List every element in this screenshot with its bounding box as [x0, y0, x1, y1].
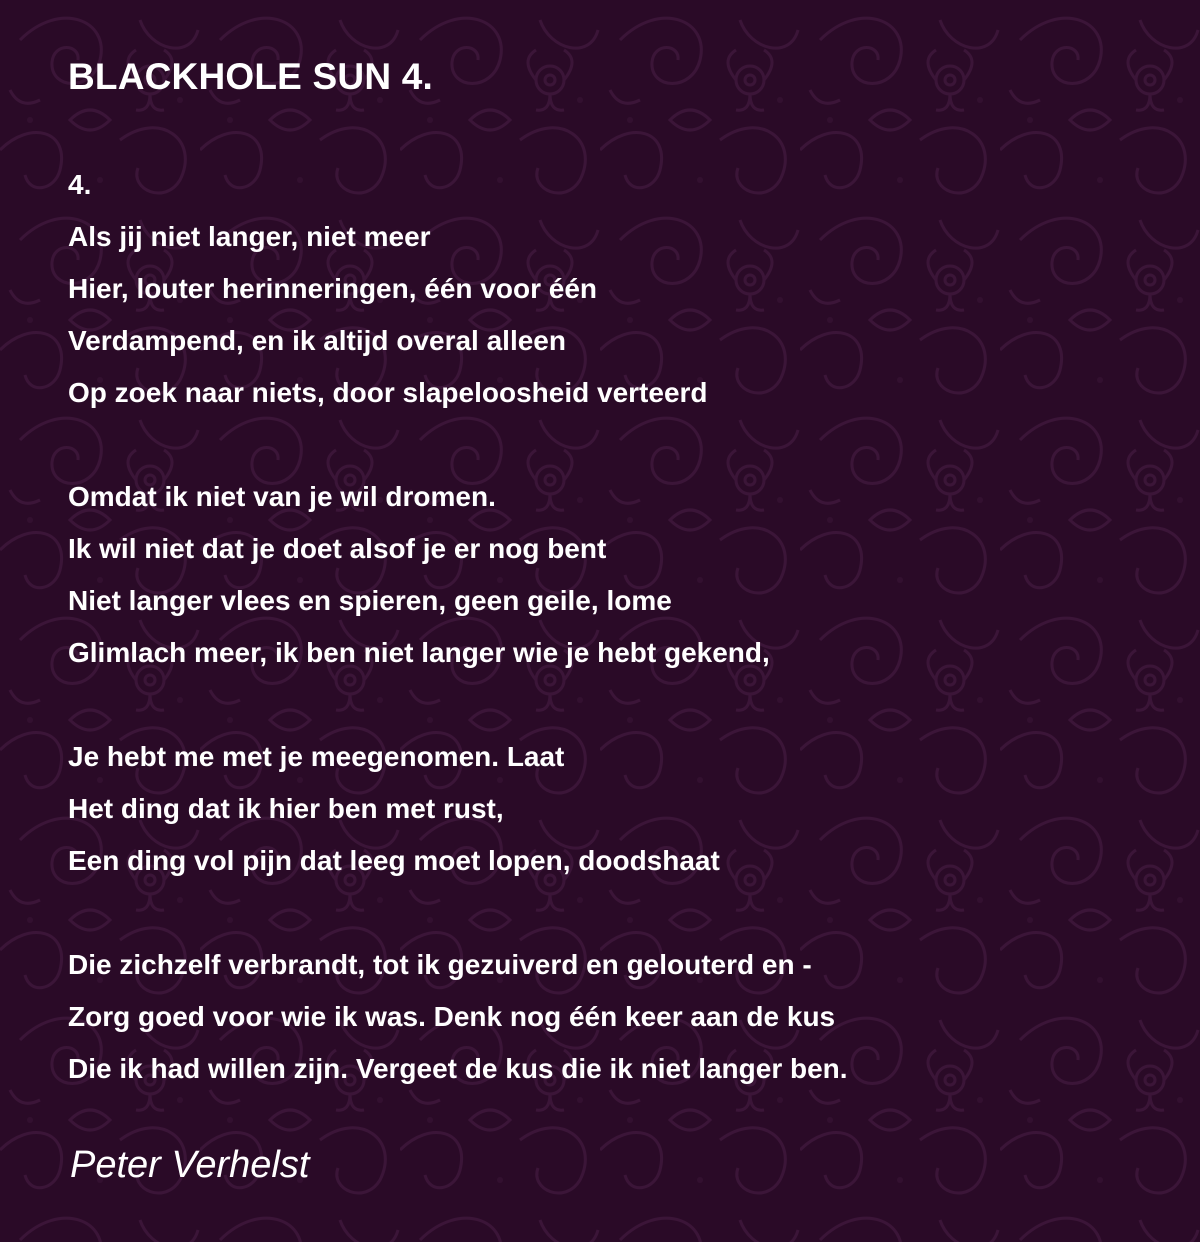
poem-line: Als jij niet langer, niet meer: [68, 221, 431, 252]
poem-line: Verdampend, en ik altijd overal alleen: [68, 325, 566, 356]
poem-line: Hier, louter herinneringen, één voor één: [68, 273, 598, 304]
poem-line: Op zoek naar niets, door slapeloosheid verteerd: [68, 377, 708, 408]
poem-author: Peter Verhelst: [70, 1144, 310, 1186]
poem-line: Ik wil niet dat je doet alsof je er nog bent: [68, 533, 607, 564]
poem-line: Die zichzelf verbrandt, tot ik gezuiverd en gelouterd en -: [68, 949, 812, 980]
stanza: [68, 939, 1168, 1095]
stanza: [68, 471, 1168, 679]
poem-container: [68, 52, 1168, 1095]
poem-line: Het ding dat ik hier ben met rust,: [68, 793, 504, 824]
stanza: [68, 159, 1168, 419]
poem-body: [68, 159, 1168, 1095]
poem-line: Die ik had willen zijn. Vergeet de kus die ik niet langer ben.: [68, 1053, 848, 1084]
stanza: [68, 731, 1168, 887]
poem-line: Je hebt me met je meegenomen. Laat: [68, 741, 565, 772]
poem-line: Glimlach meer, ik ben niet langer wie je hebt gekend,: [68, 637, 770, 668]
poem-title: BLACKHOLE SUN 4.: [68, 56, 433, 97]
poem-line: 4.: [68, 169, 92, 200]
poem-line: Omdat ik niet van je wil dromen.: [68, 481, 496, 512]
poem-line: Een ding vol pijn dat leeg moet lopen, doodshaat: [68, 845, 720, 876]
poem-line: Zorg goed voor wie ik was. Denk nog één keer aan de kus: [68, 1001, 836, 1032]
poem-line: Niet langer vlees en spieren, geen geile, lome: [68, 585, 672, 616]
